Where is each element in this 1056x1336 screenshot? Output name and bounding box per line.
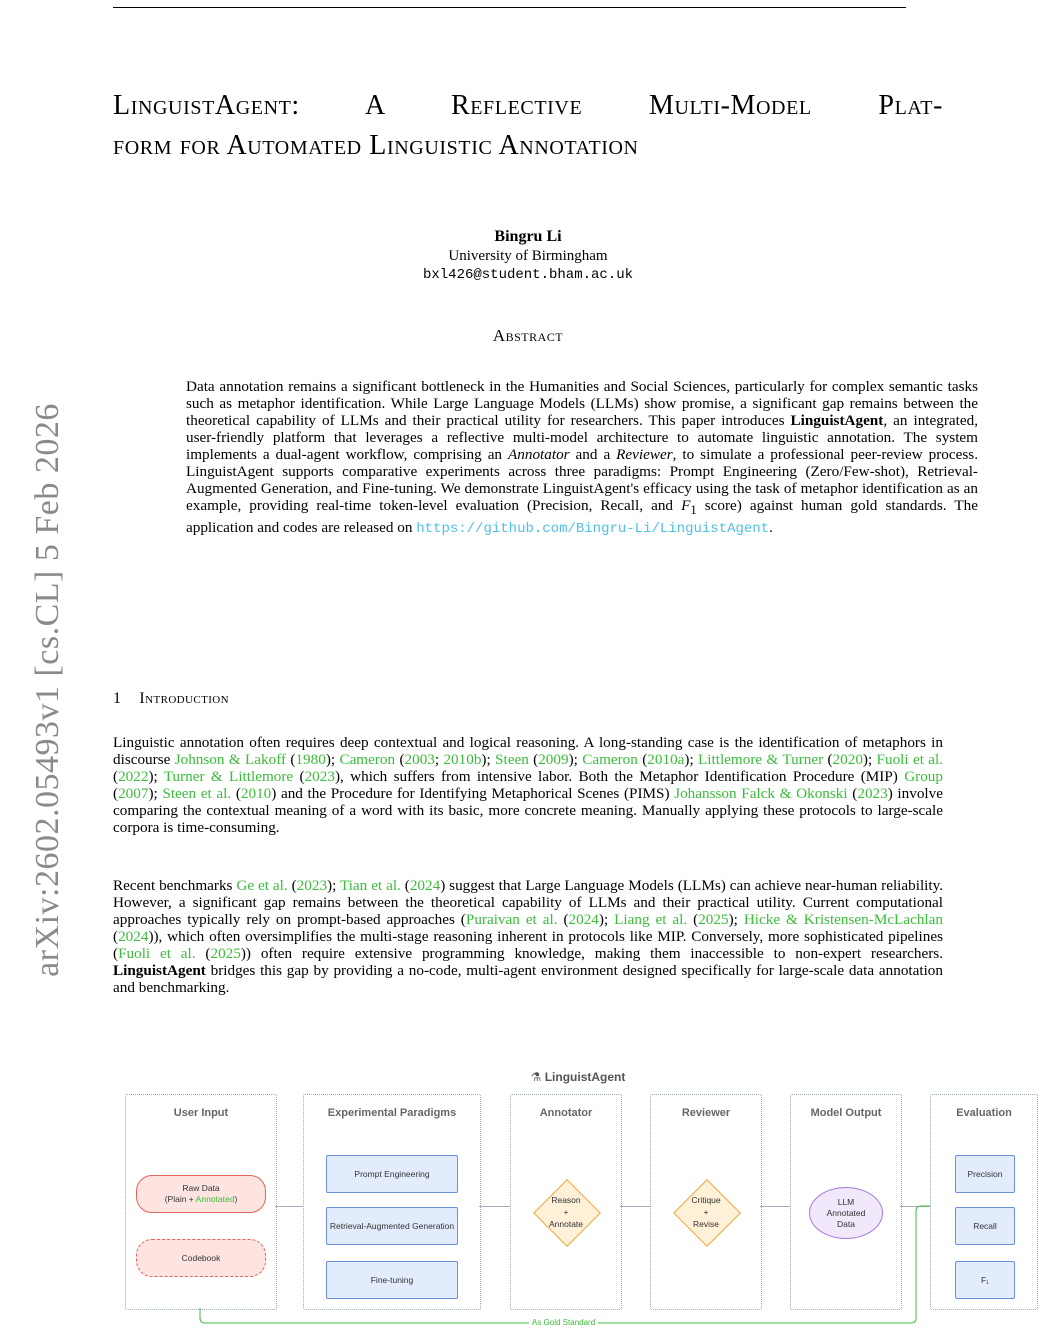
citation-link[interactable]: 2023 (304, 768, 335, 785)
citation-link[interactable]: Ge et al. (236, 877, 288, 894)
architecture-figure (113, 1066, 1012, 1336)
citation-link[interactable]: Cameron (339, 751, 396, 768)
abstract-text: score) against human gold standards. The application and codes are released on (186, 497, 979, 537)
annotator-label: Reason + Annotate (548, 1195, 584, 1229)
author-name: Bingru Li (494, 228, 562, 245)
citation-link[interactable]: Littlemore & Turner (698, 751, 824, 768)
abstract-text: , an integrated, user-friendly platform that leverages a reflective multi-model architecture to automate linguistic annotation. The system implements a dual-agent workflow, comprising an (186, 412, 978, 463)
paper-title (113, 86, 943, 166)
abstract-text: . (769, 519, 773, 537)
citation-link[interactable]: 2023 (296, 877, 328, 894)
prompt-engineering-node: Prompt Engineering (326, 1155, 458, 1193)
section-heading (113, 690, 229, 708)
gold-standard-label: As Gold Standard (529, 1318, 598, 1327)
citation-link[interactable]: 2024 (568, 911, 599, 928)
citation-link[interactable]: 2009 (538, 751, 569, 768)
citation-link[interactable]: 2020 (832, 751, 863, 768)
citation-link[interactable]: Johnson & Lakoff (174, 751, 287, 768)
section-number: 1 (113, 690, 122, 707)
precision-node: Precision (955, 1155, 1015, 1193)
abstract-text: , to simulate a professional peer-review process. LinguistAgent supports comparative experiments across three paradigms: Prompt Engineering (Zero/Few-shot), Retrieval-Augmented Generation, and Fine-tuning. We demonstrate LinguistAgent's efficacy using the task of metaphor identification as an example, providing real-time token-level evaluation (Precision, Recall, and (186, 446, 978, 514)
abstract-italic: Annotator (507, 446, 570, 463)
title-line-1: LinguistAgent: A Reflective Multi-Model Plat- (113, 90, 943, 121)
author-block (0, 228, 1056, 283)
f1-node: F₁ (955, 1261, 1015, 1299)
column-heading: Annotator (539, 1107, 593, 1119)
citation-link[interactable]: 1980 (295, 751, 326, 768)
citation-link[interactable]: Tian et al. (339, 877, 401, 894)
citation-link[interactable]: Liang et al. (614, 911, 688, 928)
citation-link[interactable]: Steen (495, 751, 529, 768)
citation-link[interactable]: 2007 (118, 785, 149, 802)
abstract-f1: F (681, 497, 691, 514)
column-heading: Model Output (810, 1107, 882, 1119)
codebook-node: Codebook (136, 1239, 266, 1277)
citation-link[interactable]: Group (904, 768, 943, 785)
column-heading: Experimental Paradigms (327, 1107, 457, 1119)
abstract-text: and a (569, 446, 617, 463)
intro-paragraph-2: Recent benchmarks Ge et al. (2023); Tian et al. (2024) suggest that Large Language Models (LLMs) can achieve near-human reliability. However, a significant gap remains between the theoretical capability of LLMs and their practical utility. Current computational approaches typically rely on prompt-based approaches (Puraivan et al. (2024); Liang et al. (2025); Hicke & Kristensen-McLachlan (2024)), which often oversimplifies the multi-stage reasoning inherent in protocols like MIP. Conversely, more sophisticated pipelines (Fuoli et al. (2025)) often require extensive programming knowledge, making them inaccessible to non-expert researchers. LinguistAgent bridges this gap by providing a no-code, multi-agent environment designed specifically for large-scale data annotation and benchmarking. (113, 877, 944, 996)
citation-link[interactable]: Fuoli et al. (118, 945, 196, 962)
fine-tuning-node: Fine-tuning (326, 1261, 458, 1299)
citation-link[interactable]: 2010a (647, 751, 685, 768)
github-link[interactable]: https://github.com/Bingru-Li/LinguistAgent (416, 521, 770, 538)
citation-link[interactable]: Johansson Falck & Okonski (674, 785, 848, 802)
abstract-text: Data annotation remains a significant bottleneck in the Humanities and Social Sciences, particularly for complex semantic tasks such as metaphor identification. While Large Language Models (LLMs) show promise, a significant gap remains between the theoretical capability of LLMs and their practical utility for researchers. This paper introduces (186, 378, 978, 429)
column-heading: User Input (173, 1107, 229, 1119)
figure-title-text: LinguistAgent (544, 1070, 626, 1084)
section-title: Introduction (139, 690, 229, 707)
gold-standard-connector (113, 1066, 943, 1336)
citation-link[interactable]: 2003 (404, 751, 435, 768)
rag-node: Retrieval-Augmented Generation (326, 1207, 458, 1245)
citation-link[interactable]: 2010b (443, 751, 482, 768)
title-line-2: form for Automated Linguistic Annotation (113, 130, 639, 161)
citation-link[interactable]: Turner & Littlemore (163, 768, 294, 785)
raw-data-node: Raw Data (Plain + Annotated) (136, 1175, 266, 1213)
citation-link[interactable]: 2024 (409, 877, 441, 894)
citation-link[interactable]: 2025 (210, 945, 241, 962)
intro-paragraph-1: Linguistic annotation often requires deep contextual and logical reasoning. A long-standing case is the identification of metaphors in discourse Johnson & Lakoff (1980); Cameron (2003; 2010b); Steen (2009); Cameron (2010a); Littlemore & Turner (2020); Fuoli et al. (2022); Turner & Littlemore (2023), which suffers from intensive labor. Both the Metaphor Identification Procedure (MIP) Group (2007); Steen et al. (2010) and the Procedure for Identifying Metaphorical Scenes (PIMS) Johansson Falck & Okonski (2023) involve comparing the contextual meaning of a word with its basic, more concrete meaning. Manually applying these protocols to large-scale corpora is time-consuming. (113, 734, 944, 836)
abstract-heading: Abstract (492, 326, 564, 345)
top-rule (113, 7, 906, 8)
abstract-bold: LinguistAgent (790, 412, 884, 429)
abstract-italic: Reviewer (616, 446, 673, 463)
citation-link[interactable]: Cameron (582, 751, 638, 768)
citation-link[interactable]: Puraivan et al. (465, 911, 558, 928)
arxiv-identifier: arXiv:2602.05493v1 [cs.CL] 5 Feb 2026 (29, 403, 66, 977)
evaluation-column (930, 1094, 1038, 1310)
citation-link[interactable]: 2025 (698, 911, 729, 928)
reviewer-label: Critique + Revise (691, 1195, 721, 1229)
citation-link[interactable]: 2023 (857, 785, 888, 802)
column-heading: Evaluation (956, 1107, 1012, 1119)
recall-node: Recall (955, 1207, 1015, 1245)
author-affiliation: University of Birmingham (448, 248, 608, 264)
microscope-icon: ⚗ (530, 1070, 542, 1084)
citation-link[interactable]: Fuoli et al. (876, 751, 944, 768)
citation-link[interactable]: 2022 (118, 768, 149, 785)
llm-output-node: LLM Annotated Data (809, 1187, 883, 1239)
column-heading: Reviewer (681, 1107, 731, 1119)
citation-link[interactable]: 2010 (240, 785, 272, 802)
abstract-body (186, 378, 978, 538)
citation-link[interactable]: 2024 (118, 928, 149, 945)
author-email: bxl426@student.bham.ac.uk (422, 267, 634, 283)
citation-link[interactable]: Steen et al. (162, 785, 232, 802)
abstract-f1-sub: 1 (690, 503, 697, 518)
citation-link[interactable]: Hicke & Kristensen-McLachlan (743, 911, 943, 928)
